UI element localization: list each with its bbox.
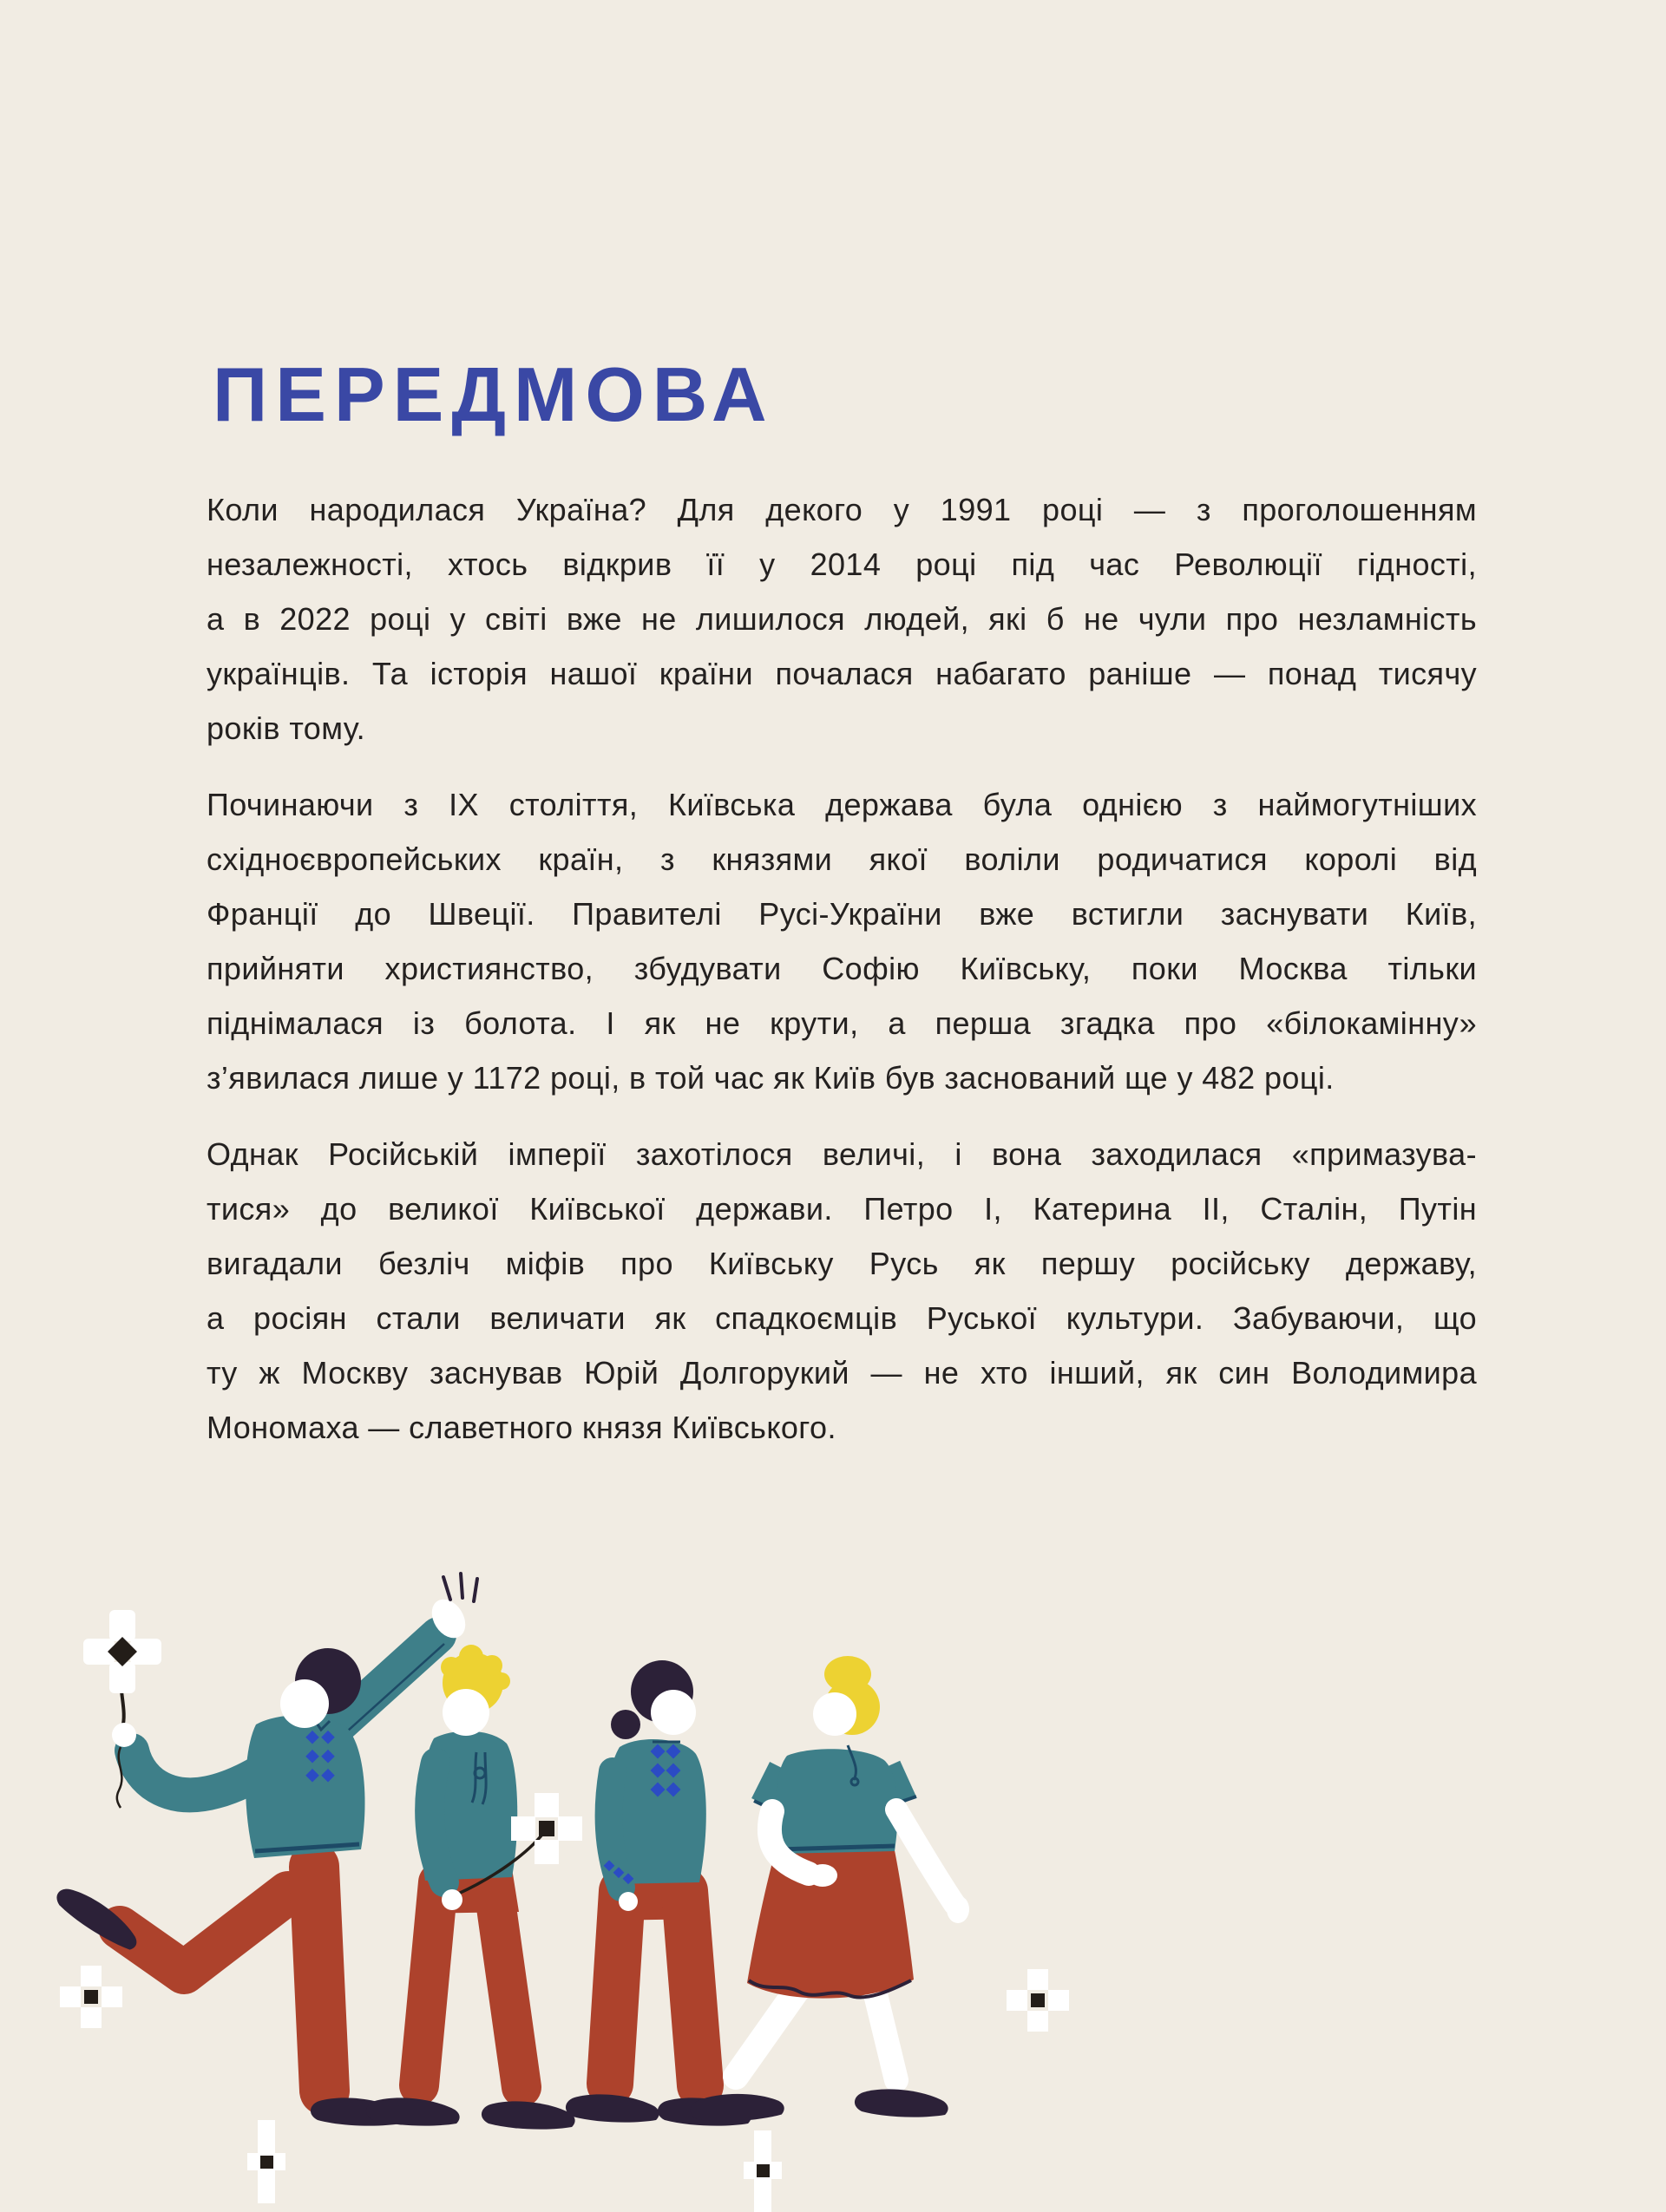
text-line: піднімалася із болота. І як не крути, а перша згадка про «білокамінну» (207, 1005, 1477, 1041)
face (443, 1689, 489, 1736)
decor-flower-right (1007, 1969, 1069, 2032)
text-line: Мономаха — славетного князя Київського. (207, 1410, 836, 1445)
page-title: ПЕРЕДМОВА (213, 350, 775, 437)
hand (442, 1889, 462, 1910)
decor-flower-bottom-left (247, 2120, 285, 2203)
text-line: а в 2022 році у світі вже не лишилося людей, які б не чули про незламність (207, 601, 1477, 637)
paragraph (207, 1127, 1477, 1455)
text-line: ту ж Москву заснував Юрій Долгорукий — не хто інший, як син Володимира (207, 1355, 1477, 1391)
text-line: вигадали безліч міфів про Київську Русь як першу російську державу, (207, 1246, 1477, 1281)
motion-lines-icon (443, 1574, 477, 1601)
paragraph (207, 482, 1477, 756)
text-line: Коли народилася Україна? Для декого у 1991 році — з проголошенням (207, 492, 1477, 527)
face (280, 1679, 329, 1728)
text-line: східноєвропейських країн, з князями якої воліли родичатися королі від (207, 841, 1477, 877)
text-block (207, 482, 1477, 1476)
illustration (0, 1544, 1666, 2212)
text-line: українців. Та історія нашої країни почалася набагато раніше — понад тисячу (207, 656, 1477, 691)
shoe-icon (566, 2094, 659, 2122)
hair-bun (611, 1710, 640, 1739)
decor-flower-left (60, 1966, 122, 2028)
flower-icon (83, 1610, 161, 1693)
text-line: Однак Російській імперії захотілося величі, і вона заходилася «примазува- (207, 1136, 1477, 1172)
text-line: тися» до великої Київської держави. Петро I, Катерина II, Сталін, Путін (207, 1191, 1477, 1227)
hand (112, 1723, 136, 1747)
figure-blond-man (366, 1645, 582, 2130)
shoe-icon (366, 2097, 460, 2125)
text-line: а росіян стали величати як спадкоємців Руської культури. Забуваючи, що (207, 1300, 1477, 1336)
hand (619, 1892, 638, 1911)
text-line: з’явилася лише у 1172 році, в той час як Київ був заснований ще у 482 році. (207, 1060, 1335, 1096)
text-line: незалежності, хтось відкрив її у 2014 році під час Революції гідності, (207, 546, 1477, 582)
decor-flower-bottom-center (744, 2130, 782, 2212)
face (813, 1692, 856, 1736)
hand (947, 1895, 969, 1923)
shoe-icon (855, 2089, 948, 2117)
text-line: років тому. (207, 710, 365, 746)
text-line: Починаючи з IX століття, Київська держава була однією з наймогутніших (207, 787, 1477, 822)
face (651, 1690, 696, 1735)
figure-walking-woman (689, 1656, 969, 2126)
hand (808, 1864, 837, 1887)
figure-woman-bun (566, 1660, 751, 2126)
hair-bun (824, 1656, 871, 1692)
text-line: Франції до Швеції. Правителі Русі-України вже встигли заснувати Київ, (207, 896, 1477, 932)
paragraph (207, 777, 1477, 1105)
text-line: прийняти християнство, збудувати Софію Київську, поки Москва тільки (207, 951, 1477, 986)
shoe-icon (482, 2101, 575, 2129)
